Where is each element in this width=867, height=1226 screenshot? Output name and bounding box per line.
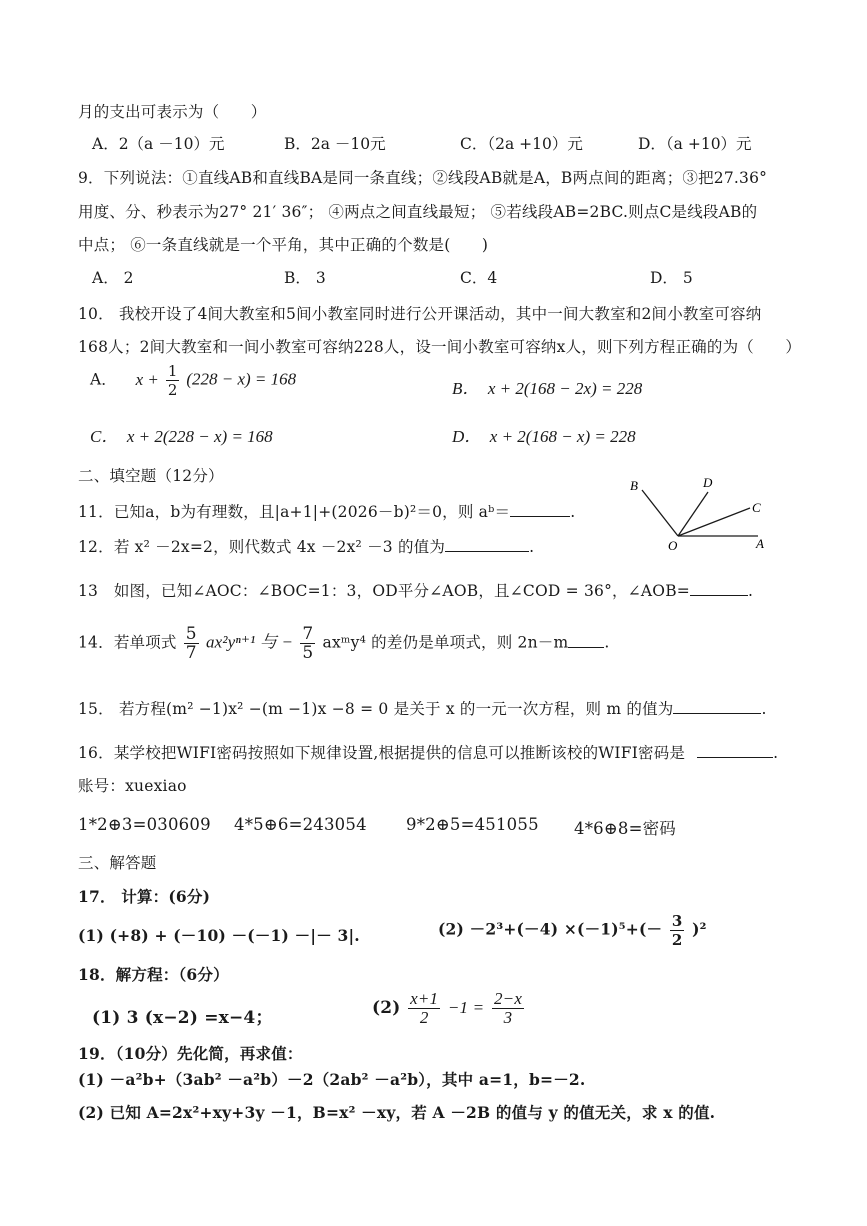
- q11-end: .: [570, 503, 576, 521]
- q14-mid-1: ax²yⁿ⁺¹ 与 −: [205, 632, 294, 652]
- q15-text: 15． 若方程(m² −1)x² −(m −1)x −8 = 0 是关于 x 的一元一次方程，则 m 的值为: [78, 700, 674, 718]
- q17-title: 17． 计算：(6分): [78, 887, 211, 906]
- label-d: D: [703, 475, 713, 490]
- q18-fraction-1: [408, 990, 440, 1027]
- q11-answer-blank[interactable]: [510, 500, 570, 517]
- q16-account: 账号：xuexiao: [78, 777, 187, 795]
- q17-part-2: [438, 912, 707, 949]
- q9-option-b: B． 3: [284, 269, 326, 287]
- q17-fraction: [670, 912, 685, 949]
- q16-code-1: 1*2⊕3=030609: [78, 815, 211, 834]
- q14: [78, 625, 610, 662]
- label-a: A: [756, 536, 764, 551]
- q10-option-b: B． x + 2(168 − 2x) = 228: [452, 379, 643, 398]
- q18-fraction-2: [492, 990, 524, 1027]
- ray-ob: [642, 490, 678, 536]
- q10-option-a-post: (228 − x) = 168: [186, 369, 297, 389]
- q9-option-d: D． 5: [650, 269, 693, 287]
- q10-line-2: 168人；2间大教室和一间小教室可容纳228人，设一间小教室可容纳x人，则下列方程正确的为（ ）: [78, 338, 802, 356]
- q15-end: .: [761, 700, 767, 718]
- q19-part-1: (1) －a²b+（3ab² －a²b）－2（2ab² －a²b），其中 a=1，b=－2.: [78, 1070, 586, 1089]
- fraction-denominator: 2: [671, 931, 683, 949]
- q8-option-b: B．2a －10元: [284, 135, 386, 153]
- section-2-title: 二、填空题（12分）: [78, 467, 224, 485]
- q14-mid-2: axᵐy⁴ 的差仍是单项式，则 2n－m: [322, 633, 569, 652]
- q19-part-2: (2) 已知 A=2x²+xy+3y －1，B=x² －xy，若 A －2B 的值与 y 的值无关，求 x 的值.: [78, 1103, 716, 1122]
- q9-line-1: 9．下列说法：①直线AB和直线BA是同一条直线；②线段AB就是A，B两点间的距离；③把27.36°: [78, 169, 768, 187]
- ray-oc: [678, 508, 750, 536]
- q19-title: 19．（10分）先化简，再求值：: [78, 1044, 303, 1063]
- label-c: C: [752, 500, 761, 515]
- q9-line-2: 用度、分、秒表示为27° 21′ 36″； ④两点之间直线最短； ⑤若线段AB=2BC.则点C是线段AB的: [78, 203, 758, 221]
- q8-option-d: D．（a +10）元: [638, 135, 752, 153]
- q14-end: .: [604, 633, 610, 652]
- q13-answer-blank[interactable]: [690, 579, 748, 596]
- ray-od: [678, 492, 708, 536]
- q16-end: .: [773, 744, 779, 762]
- q17-part-1: (1) (+8) + (－10) －(－1) －|－ 3|.: [78, 926, 360, 945]
- q18-mid: −1 =: [447, 998, 485, 1017]
- q18-part-1: (1) 3 (x−2) =x−4；: [92, 1008, 273, 1028]
- q12-answer-blank[interactable]: [445, 535, 529, 552]
- fraction-denominator: 3: [503, 1008, 513, 1027]
- section-3-title: 三、解答题: [78, 854, 157, 872]
- fraction-denominator: 2: [419, 1008, 429, 1027]
- q9-line-3: 中点； ⑥一条直线就是一个平角，其中正确的个数是( ): [78, 236, 489, 254]
- label-b: B: [630, 478, 638, 493]
- label-o: O: [668, 538, 678, 553]
- fraction-denominator: 5: [302, 643, 314, 663]
- fraction-denominator: 7: [185, 643, 197, 663]
- q14-fraction-2: [300, 625, 315, 662]
- q8-stem-tail: 月的支出可表示为（ ）: [78, 103, 267, 121]
- q16-line-1: [78, 741, 778, 763]
- q13: [78, 579, 753, 601]
- q17-part-2-pre: (2) －2³+(－4) ×(－1)⁵+(－: [438, 919, 663, 939]
- q10-option-a-label: A．: [90, 370, 117, 389]
- q10-option-a: [90, 362, 296, 399]
- fraction-numerator: 7: [302, 624, 314, 644]
- q14-fraction-1: [184, 625, 199, 662]
- q18-part-2-label: (2): [372, 998, 401, 1018]
- q18-part-2: [372, 990, 526, 1027]
- q10-option-d: D． x + 2(168 − x) = 228: [452, 427, 636, 446]
- angle-figure: [620, 470, 780, 555]
- q16-text: 16．某学校把WIFI密码按照如下规律设置,根据提供的信息可以推断该校的WIFI密码是: [78, 744, 686, 762]
- fraction-numerator: 5: [185, 624, 197, 644]
- fraction-numerator: 3: [671, 912, 683, 930]
- fraction-numerator: 2−x: [493, 989, 523, 1008]
- q11: [78, 500, 575, 522]
- q11-text: 11．已知a，b为有理数，且|a+1|+(2026－b)²＝0，则 aᵇ＝: [78, 503, 511, 521]
- q13-end: .: [748, 582, 754, 600]
- q8-option-a: A．2（a －10）元: [92, 135, 225, 153]
- q16-code-3: 9*2⊕5=451055: [406, 815, 539, 834]
- q12: [78, 535, 534, 557]
- q10-option-c: C． x + 2(228 − x) = 168: [90, 427, 273, 446]
- fraction-denominator: 2: [167, 381, 178, 399]
- q17-part-2-post: )²: [692, 919, 707, 939]
- q13-text: 13 如图，已知∠AOC：∠BOC=1：3，OD平分∠AOB，且∠COD = 36°，∠AOB=: [78, 582, 690, 600]
- q16-code-4: 4*6⊕8=密码: [574, 819, 676, 838]
- q10-option-a-fraction: [166, 362, 180, 399]
- q10-line-1: 10． 我校开设了4间大教室和5间小教室同时进行公开课活动，其中一间大教室和2间小教室可容纳: [78, 305, 762, 323]
- q15: [78, 697, 767, 719]
- q16-answer-blank[interactable]: [697, 741, 773, 758]
- q18-title: 18．解方程：（6分）: [78, 965, 229, 984]
- fraction-numerator: 1: [167, 362, 178, 380]
- q16-code-2: 4*5⊕6=243054: [234, 815, 367, 834]
- q12-end: .: [529, 538, 535, 556]
- q12-text: 12．若 x² －2x=2，则代数式 4x －2x² －3 的值为: [78, 538, 446, 556]
- q14-pre: 14．若单项式: [78, 633, 177, 652]
- q8-option-c: C．（2a +10）元: [460, 135, 583, 153]
- q10-option-a-pre: x +: [135, 369, 159, 389]
- fraction-numerator: x+1: [410, 989, 439, 1008]
- q9-option-c: C．4: [460, 269, 498, 287]
- q15-answer-blank[interactable]: [673, 697, 761, 714]
- q9-option-a: A． 2: [92, 269, 134, 287]
- q14-answer-blank[interactable]: [568, 631, 604, 648]
